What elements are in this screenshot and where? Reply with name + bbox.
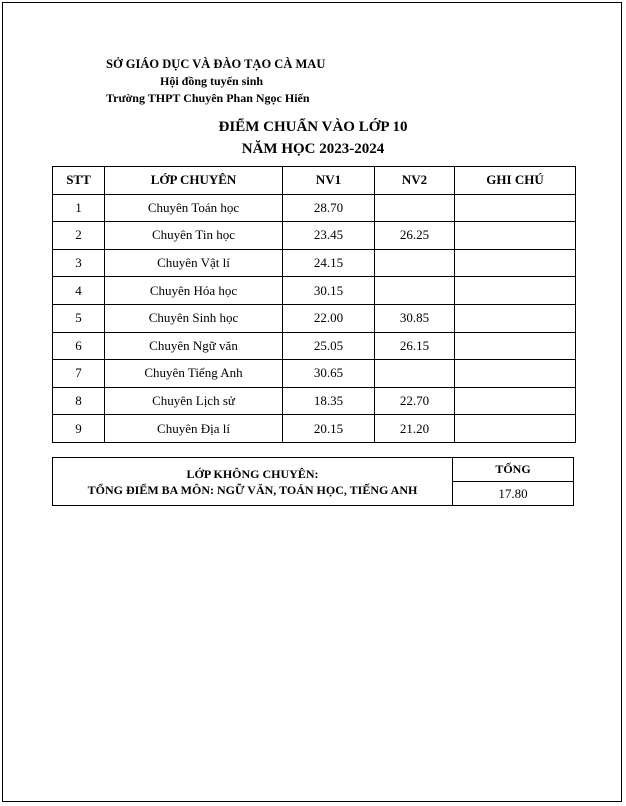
cell-nv2: 21.20 bbox=[375, 415, 455, 443]
cell-stt: 1 bbox=[53, 194, 105, 222]
cell-class: Chuyên Vật lí bbox=[105, 249, 283, 277]
cell-class: Chuyên Tin học bbox=[105, 222, 283, 250]
school-year: NĂM HỌC 2023-2024 bbox=[241, 141, 385, 157]
non-specialized-label bbox=[53, 458, 453, 506]
cell-class: Chuyên Lịch sử bbox=[105, 387, 283, 415]
col-header-nv1: NV1 bbox=[283, 167, 375, 195]
cell-nv2: 26.25 bbox=[375, 222, 455, 250]
table-row bbox=[53, 304, 576, 332]
cell-stt: 4 bbox=[53, 277, 105, 305]
department-name: SỞ GIÁO DỤC VÀ ĐÀO TẠO CÀ MAU bbox=[106, 57, 326, 71]
cell-note bbox=[455, 360, 576, 388]
cell-nv1: 25.05 bbox=[283, 332, 375, 360]
school-name: Trường THPT Chuyên Phan Ngọc Hiển bbox=[106, 91, 310, 105]
table-header-row bbox=[53, 167, 576, 195]
cell-nv1: 22.00 bbox=[283, 304, 375, 332]
col-header-class: LỚP CHUYÊN bbox=[105, 167, 283, 195]
cell-nv2: 30.85 bbox=[375, 304, 455, 332]
cell-stt: 9 bbox=[53, 415, 105, 443]
cell-note bbox=[455, 194, 576, 222]
table-row bbox=[53, 249, 576, 277]
score-table bbox=[52, 166, 576, 443]
cell-note bbox=[455, 332, 576, 360]
cell-class: Chuyên Địa lí bbox=[105, 415, 283, 443]
cell-nv2 bbox=[375, 277, 455, 305]
col-header-stt: STT bbox=[53, 167, 105, 195]
cell-stt: 8 bbox=[53, 387, 105, 415]
cell-nv1: 24.15 bbox=[283, 249, 375, 277]
summary-label-line2: TỔNG ĐIỂM BA MÔN: NGỮ VĂN, TOÁN HỌC, TIẾNG ANH bbox=[87, 482, 418, 497]
cell-note bbox=[455, 415, 576, 443]
cell-stt: 7 bbox=[53, 360, 105, 388]
council-name: Hội đồng tuyển sinh bbox=[160, 74, 264, 88]
cell-nv2: 26.15 bbox=[375, 332, 455, 360]
table-row bbox=[53, 277, 576, 305]
cell-class: Chuyên Hóa học bbox=[105, 277, 283, 305]
cell-nv2 bbox=[375, 194, 455, 222]
summary-table bbox=[52, 457, 574, 506]
cell-class: Chuyên Ngữ văn bbox=[105, 332, 283, 360]
table-row bbox=[53, 387, 576, 415]
cell-note bbox=[455, 222, 576, 250]
col-header-note: GHI CHÚ bbox=[455, 167, 576, 195]
cell-note bbox=[455, 304, 576, 332]
document-title: ĐIỂM CHUẨN VÀO LỚP 10 bbox=[218, 119, 408, 135]
table-row bbox=[53, 332, 576, 360]
cell-nv2: 22.70 bbox=[375, 387, 455, 415]
cell-class: Chuyên Tiếng Anh bbox=[105, 360, 283, 388]
table-row bbox=[53, 222, 576, 250]
cell-stt: 6 bbox=[53, 332, 105, 360]
summary-label-line1: LỚP KHÔNG CHUYÊN: bbox=[186, 466, 319, 481]
cell-stt: 3 bbox=[53, 249, 105, 277]
cell-nv2 bbox=[375, 249, 455, 277]
col-header-nv2: NV2 bbox=[375, 167, 455, 195]
cell-note bbox=[455, 277, 576, 305]
cell-nv1: 18.35 bbox=[283, 387, 375, 415]
cell-nv1: 23.45 bbox=[283, 222, 375, 250]
table-row bbox=[53, 194, 576, 222]
table-row bbox=[53, 415, 576, 443]
cell-nv1: 28.70 bbox=[283, 194, 375, 222]
cell-class: Chuyên Sinh học bbox=[105, 304, 283, 332]
cell-note bbox=[455, 387, 576, 415]
cell-nv2 bbox=[375, 360, 455, 388]
cell-note bbox=[455, 249, 576, 277]
total-header: TỔNG bbox=[453, 458, 574, 482]
cell-class: Chuyên Toán học bbox=[105, 194, 283, 222]
cell-nv1: 20.15 bbox=[283, 415, 375, 443]
cell-stt: 2 bbox=[53, 222, 105, 250]
table-row bbox=[53, 360, 576, 388]
cell-nv1: 30.15 bbox=[283, 277, 375, 305]
cell-nv1: 30.65 bbox=[283, 360, 375, 388]
total-value: 17.80 bbox=[453, 482, 574, 506]
cell-stt: 5 bbox=[53, 304, 105, 332]
